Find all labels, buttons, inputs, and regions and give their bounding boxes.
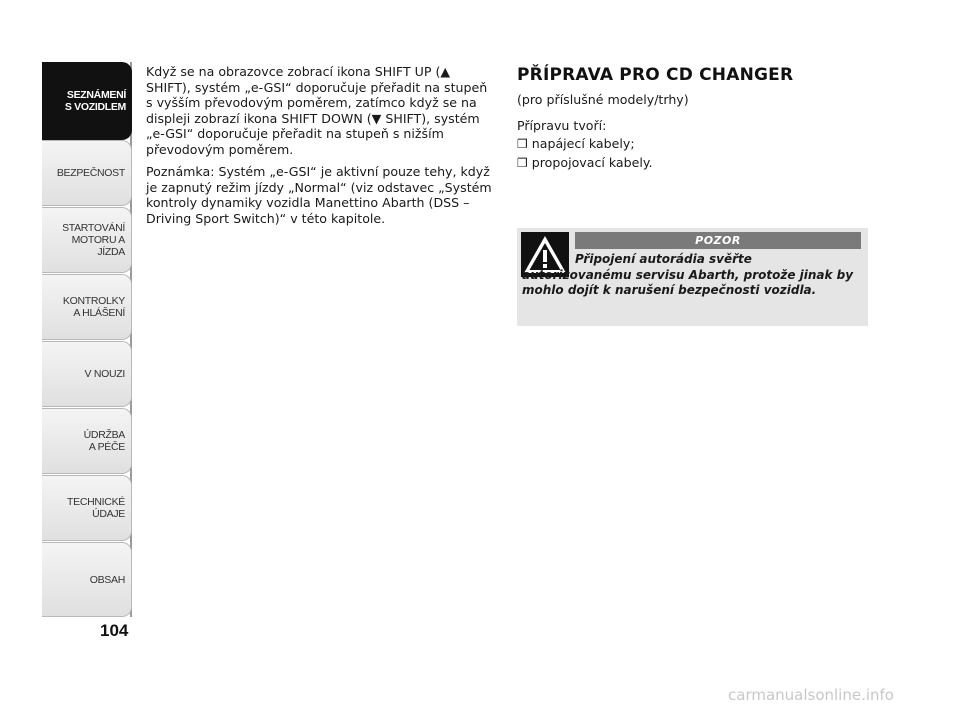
tab-startovani[interactable]: STARTOVÁNÍ MOTORU A JÍZDA: [42, 207, 132, 273]
warning-header: POZOR: [575, 232, 861, 249]
checkbox-bullet-icon: ❒: [517, 137, 528, 151]
tab-kontrolky[interactable]: KONTROLKY A HLÁŠENÍ: [42, 274, 132, 340]
page-number: 104: [100, 621, 129, 640]
list-item: ❒ propojovací kabely.: [517, 154, 653, 170]
component-list: [517, 136, 867, 171]
left-text-column: [146, 64, 496, 233]
tab-seznameni[interactable]: SEZNÁMENÍ S VOZIDLEM: [42, 62, 132, 140]
watermark: carmanualsonline.info: [728, 686, 894, 704]
section-subtitle: (pro příslušné modely/trhy): [517, 92, 689, 107]
tab-obsah[interactable]: OBSAH: [42, 542, 132, 617]
warning-box: [517, 228, 868, 326]
tab-v-nouzi[interactable]: V NOUZI: [42, 341, 132, 407]
tab-bezpecnost[interactable]: BEZPEČNOST: [42, 140, 132, 206]
section-title: PŘÍPRAVA PRO CD CHANGER: [517, 65, 794, 85]
section-intro: Přípravu tvoří:: [517, 117, 607, 133]
tab-technicke[interactable]: TECHNICKÉ ÚDAJE: [42, 475, 132, 541]
list-item: ❒ napájecí kabely;: [517, 136, 635, 151]
chapter-sidebar: [0, 0, 135, 640]
checkbox-bullet-icon: ❒: [517, 155, 528, 170]
warning-text: Připojení autorádia svěřte autorizovanému servisu Abarth, protože jinak by mohlo dojít k narušení bezpečnosti vozidla.: [522, 252, 854, 297]
right-text-column: [517, 64, 867, 173]
paragraph-note: Poznámka: Systém „e-GSI“ je aktivní pouze tehy, když je zapnutý režim jízdy „Normal“ (viz odstavec „Systém kontroly dynamiky vozidla Manettino Abarth (DSS – Driving Sport Switch)“ v této kapitole.: [146, 164, 492, 226]
paragraph-shift-info: Když se na obrazovce zobrací ikona SHIFT UP (▲ SHIFT), systém „e-GSI“ doporučuje přeřadit na stupeň s vyšším převodovým poměrem, zatímco když se na displeji zobrazí ikona SHIFT DOWN (▼ SHIFT), systém „e-GSI“ doporučuje přeřadit na stupeň s nižším převodovým poměrem.: [146, 64, 488, 157]
tab-udrzba[interactable]: ÚDRŽBA A PÉČE: [42, 408, 132, 474]
